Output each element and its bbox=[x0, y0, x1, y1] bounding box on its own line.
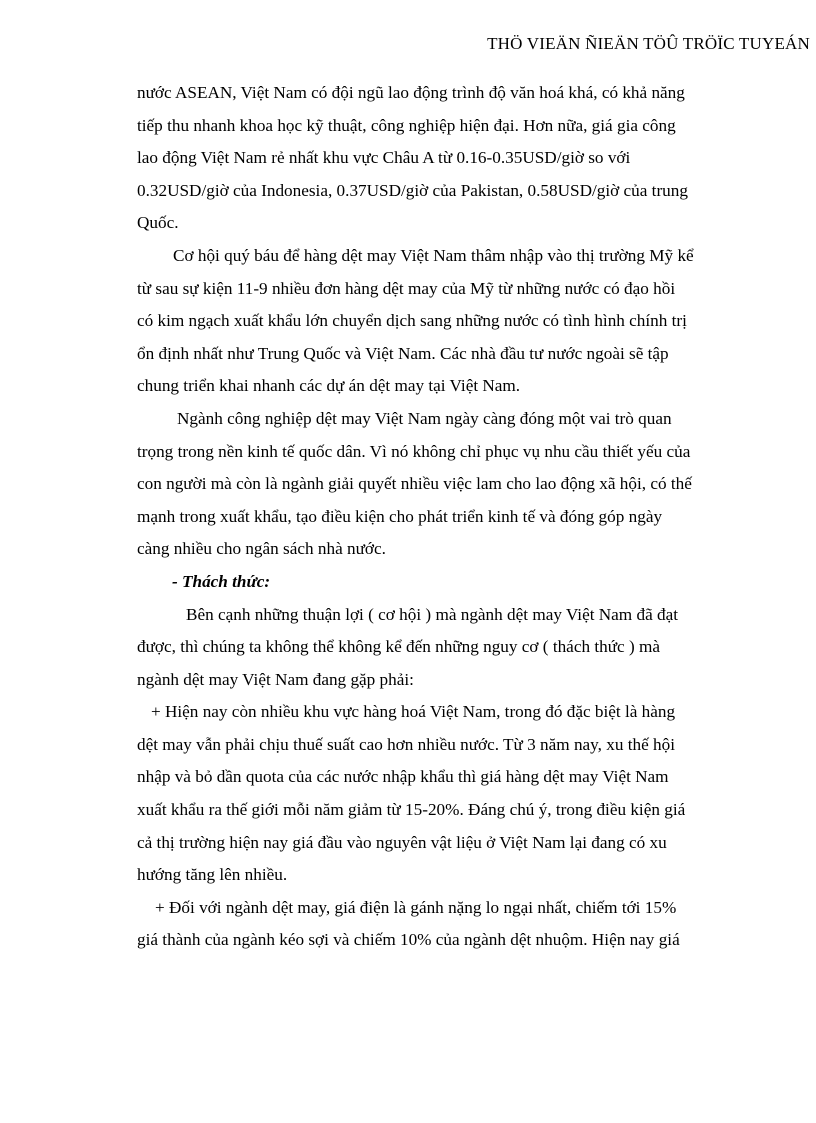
text-line: Quốc. bbox=[137, 213, 179, 233]
text-line: nước ASEAN, Việt Nam có đội ngũ lao động trình độ văn hoá khá, có khả năng bbox=[137, 83, 685, 102]
text-line: giá thành của ngành kéo sợi và chiếm 10% của ngành dệt nhuộm. Hiện nay giá bbox=[137, 930, 680, 950]
text-line: Bên cạnh những thuận lợi ( cơ hội ) mà ngành dệt may Việt Nam đã đạt bbox=[186, 604, 678, 624]
text-line: 0.32USD/giờ của Indonesia, 0.37USD/giờ của Pakistan, 0.58USD/giờ của trung bbox=[137, 180, 688, 200]
paragraph bbox=[137, 696, 749, 892]
text-line: con người mà còn là ngành giải quyết nhiều việc lam cho lao động xã hội, có thế bbox=[137, 474, 692, 494]
text-line: càng nhiều cho ngân sách nhà nước. bbox=[137, 539, 386, 559]
text-line: mạnh trong xuất khẩu, tạo điều kiện cho phát triển kinh tế và đóng góp ngày bbox=[137, 506, 663, 526]
text-line: + Đối với ngành dệt may, giá điện là gánh nặng lo ngại nhất, chiếm tới 15% bbox=[155, 897, 677, 917]
text-line: ngành dệt may Việt Nam đang gặp phải: bbox=[137, 669, 414, 689]
text-line: Ngành công nghiệp dệt may Việt Nam ngày càng đóng một vai trò quan bbox=[177, 408, 672, 428]
text-line: lao động Việt Nam rẻ nhất khu vực Châu A từ 0.16-0.35USD/giờ so với bbox=[137, 148, 631, 168]
text-line: trọng trong nền kinh tế quốc dân. Vì nó không chỉ phục vụ nhu cầu thiết yếu của bbox=[137, 441, 691, 461]
text-line: tiếp thu nhanh khoa học kỹ thuật, công nghiệp hiện đại. Hơn nữa, giá gia công bbox=[137, 115, 676, 135]
paragraph bbox=[137, 892, 749, 957]
text-line: dệt may vẫn phải chịu thuế suất cao hơn nhiều nước. Từ 3 năm nay, xu thế hội bbox=[137, 734, 675, 754]
text-line: chung triển khai nhanh các dự án dệt may tại Việt Nam. bbox=[137, 376, 521, 396]
paragraph bbox=[137, 403, 749, 566]
text-line: xuất khẩu ra thế giới mỗi năm giảm từ 15-20%. Đáng chú ý, trong điều kiện giá bbox=[137, 800, 686, 820]
text-line: từ sau sự kiện 11-9 nhiều đơn hàng dệt may của Mỹ từ những nước có đạo hồi bbox=[137, 278, 676, 298]
paragraph bbox=[137, 599, 749, 697]
text-line: có kim ngạch xuất khẩu lớn chuyển dịch sang những nước có tình hình chính trị bbox=[137, 311, 687, 331]
paragraph bbox=[137, 77, 749, 240]
subheading-thach-thuc: - Thách thức: bbox=[172, 571, 271, 591]
text-line: cả thị trường hiện nay giá đầu vào nguyên vật liệu ở Việt Nam lại đang có xu bbox=[137, 832, 667, 852]
page-header: THÖ VIEÄN ÑIEÄN TÖÛ TRÖÏC TUYEÁN bbox=[487, 34, 810, 53]
section-subheading bbox=[137, 566, 749, 599]
text-line: + Hiện nay còn nhiều khu vực hàng hoá Việt Nam, trong đó đặc biệt là hàng bbox=[151, 702, 676, 722]
text-line: được, thì chúng ta không thể không kể đến những nguy cơ ( thách thức ) mà bbox=[137, 637, 660, 657]
document-body bbox=[137, 77, 749, 957]
text-line: nhập và bỏ dần quota của các nước nhập khẩu thì giá hàng dệt may Việt Nam bbox=[137, 767, 669, 787]
text-line: hướng tăng lên nhiều. bbox=[137, 865, 288, 885]
paragraph bbox=[137, 240, 749, 403]
text-line: ổn định nhất như Trung Quốc và Việt Nam. Các nhà đầu tư nước ngoài sẽ tập bbox=[137, 343, 669, 363]
text-line: Cơ hội quý báu để hàng dệt may Việt Nam thâm nhập vào thị trường Mỹ kể bbox=[173, 245, 694, 265]
